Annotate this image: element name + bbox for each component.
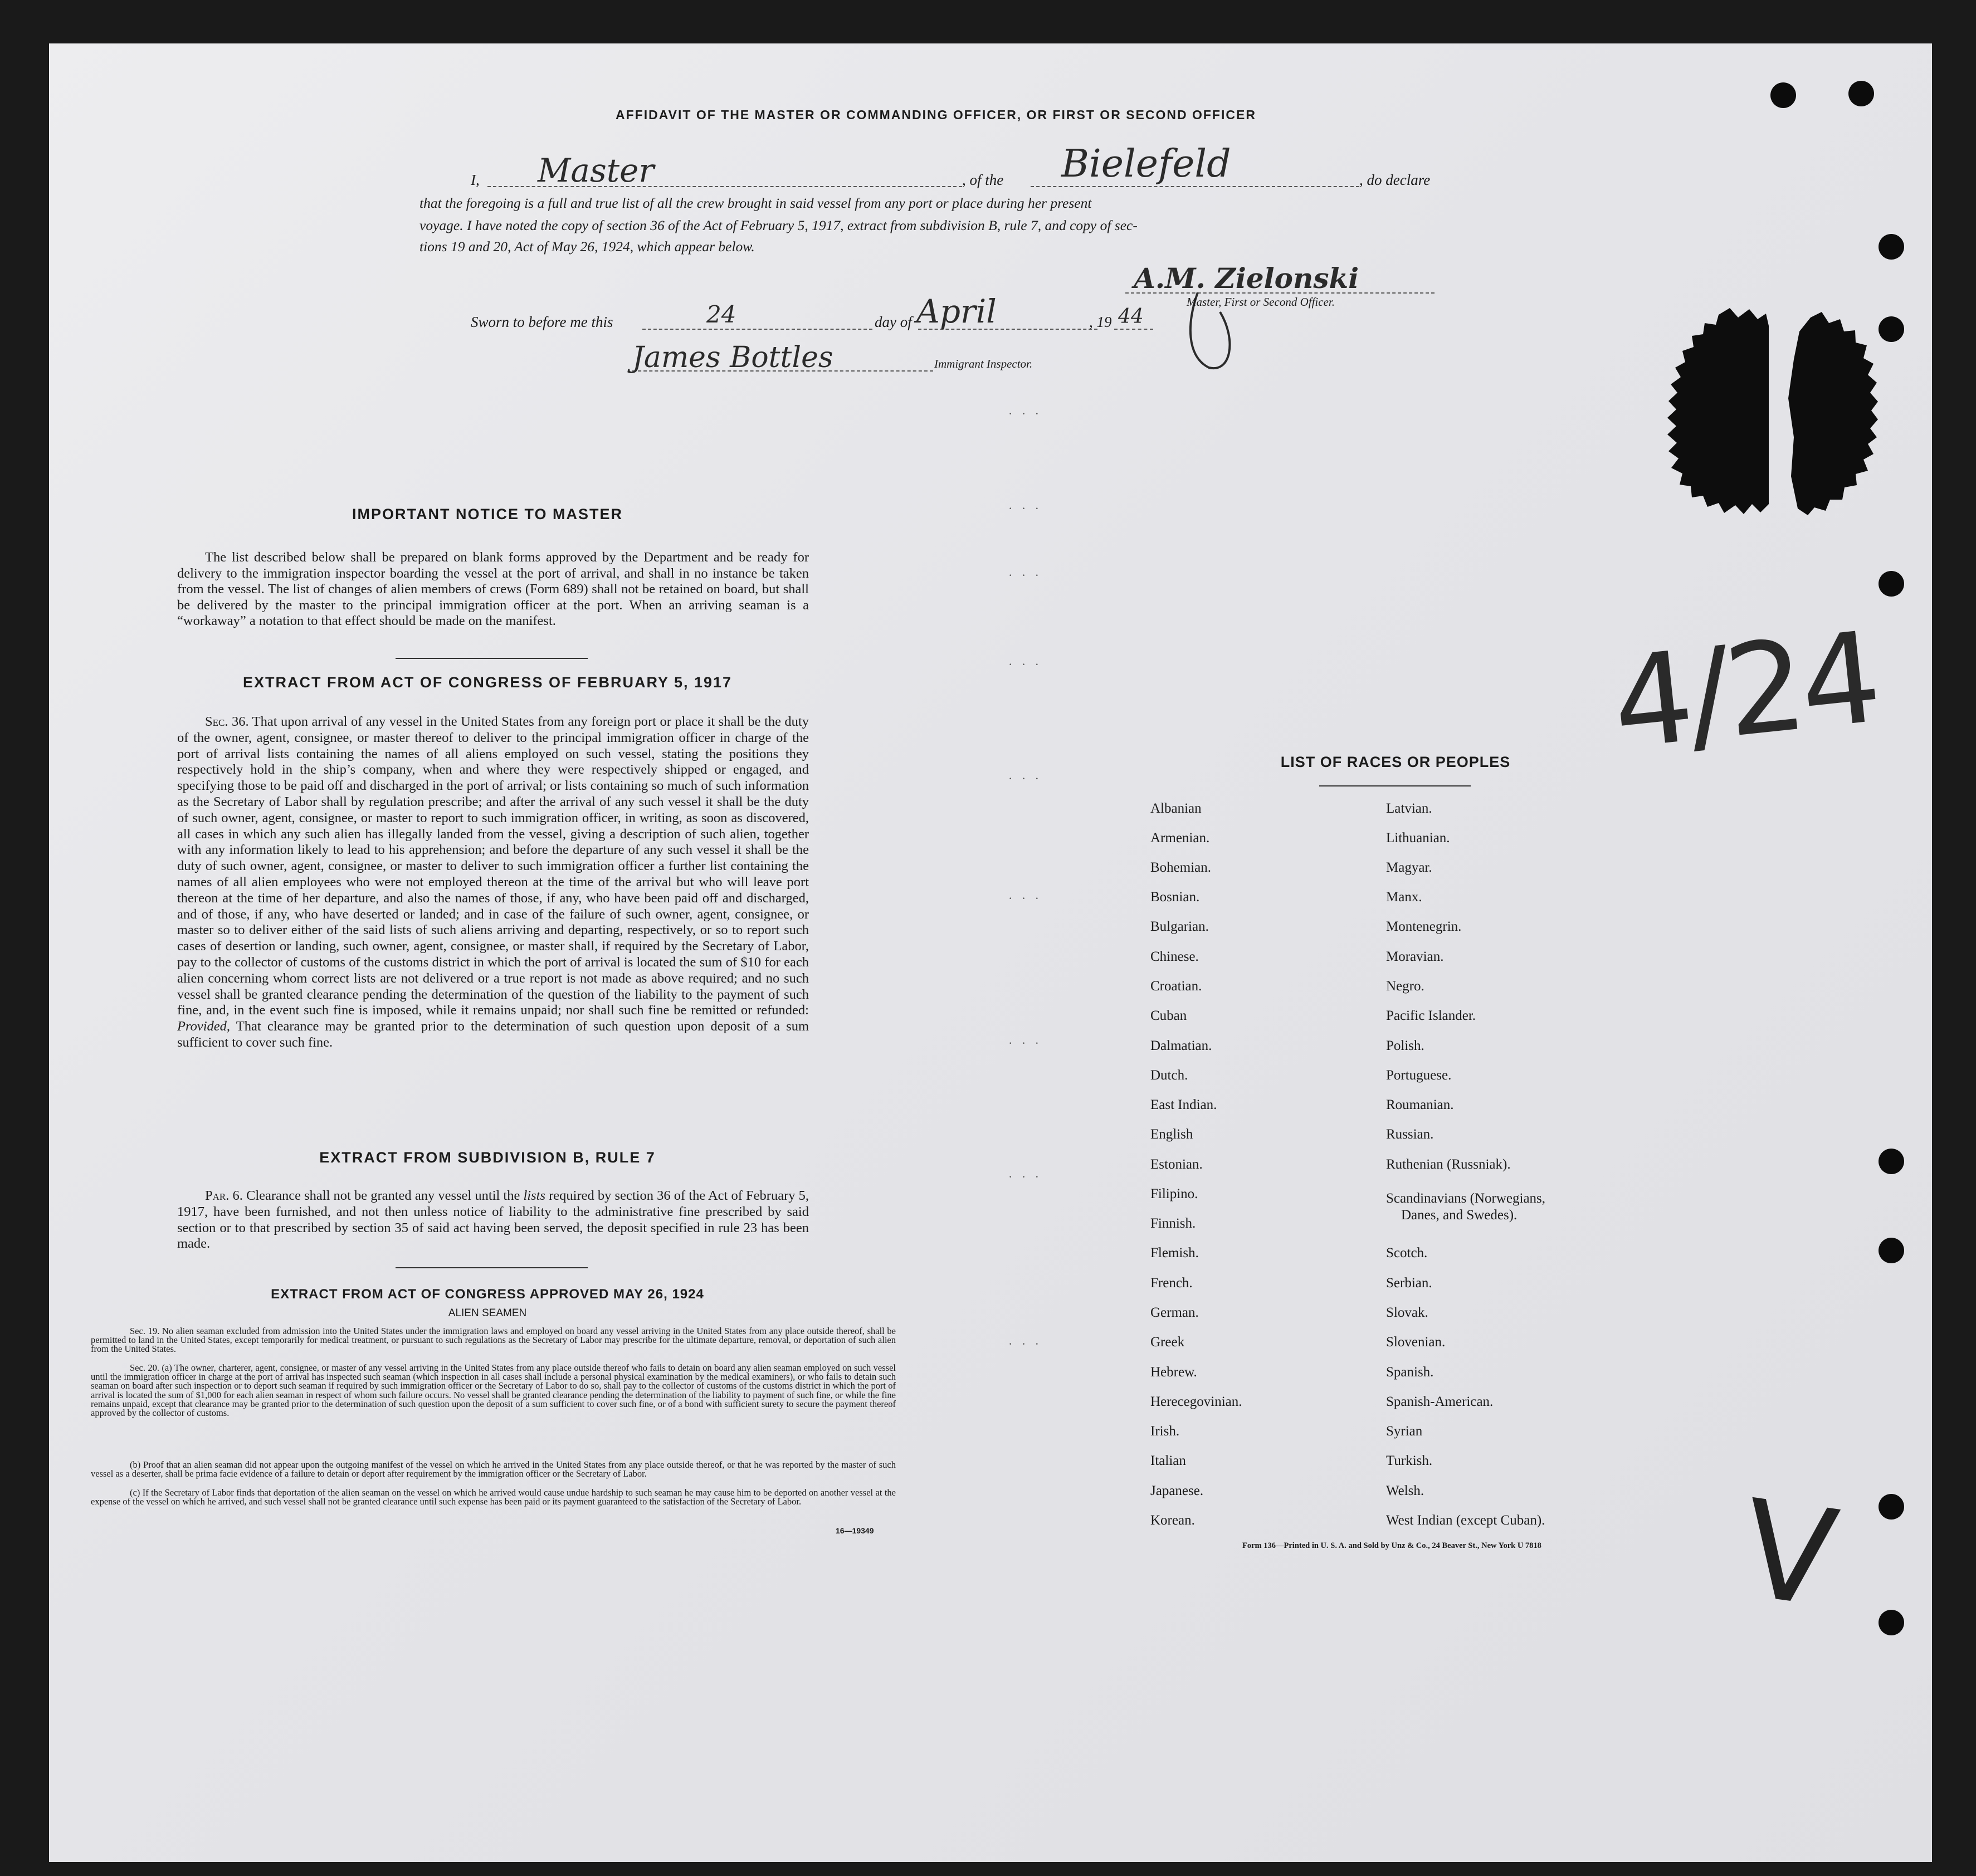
race-item: German. xyxy=(1150,1305,1199,1320)
year-line xyxy=(1114,329,1153,330)
divider-2 xyxy=(396,1267,588,1268)
gutter-mark: · · · xyxy=(1008,407,1039,421)
race-item: Dalmatian. xyxy=(1150,1038,1212,1053)
gutter-mark: · · · xyxy=(1008,891,1039,905)
notice-body: The list described below shall be prepared on blank forms approved by the Department and be ready for delivery to the immigration inspector boarding the vessel at the port of arrival, and shall in no instance be taken from the vessel. The list of changes of alien members of crews (Form 689) shall not be retained on board, but shall be delivered by the master to the principal immigration officer at the port. When an arriving seaman is a “workaway” a notation to that effect should be made on the manifest. xyxy=(177,550,809,629)
races-divider xyxy=(1319,785,1471,786)
race-item: Flemish. xyxy=(1150,1245,1199,1261)
of-the-label: , of the xyxy=(962,172,1004,188)
extract-1917-body xyxy=(177,714,809,1051)
provided-word: Provided, xyxy=(177,1019,231,1034)
affidavit-i-label: I, xyxy=(471,172,480,188)
race-item: Bulgarian. xyxy=(1150,919,1209,934)
race-item: Russian. xyxy=(1386,1127,1434,1142)
race-item: East Indian. xyxy=(1150,1097,1217,1112)
sec-36-label: Sec. 36. xyxy=(205,714,249,729)
binder-hole xyxy=(1879,1238,1904,1263)
race-item: Finnish. xyxy=(1150,1216,1196,1231)
sworn-label: Sworn to before me this xyxy=(471,314,613,330)
race-item: Irish. xyxy=(1150,1424,1180,1439)
extract-1924-title: EXTRACT FROM ACT OF CONGRESS APPROVED MAY 26, 1924 xyxy=(271,1287,704,1302)
race-item: Negro. xyxy=(1386,979,1424,994)
rule7-text-b: required by section 36 of the Act of February 5, 1917, have been furnished, and not then unless notice of liability to the administrative fine prescribed by said section or to that prescribed by section 35 of said act having been served, the deposit specified in rule 23 has been made. xyxy=(177,1188,809,1252)
extract-1917-title: EXTRACT FROM ACT OF CONGRESS OF FEBRUARY 5, 1917 xyxy=(242,674,733,691)
vessel-line xyxy=(1031,186,1359,187)
race-item: Slovak. xyxy=(1386,1305,1428,1320)
extract-1924-sec20a: Sec. 20. (a) The owner, charterer, agent, consignee, or master of any vessel arriving in the United States from any place outside thereof who fails to detain on board any alien seaman employed on such vessel until the immigration officer in charge at the port of arrival has inspected such seaman (which inspection in all cases shall include a personal physical examination by the medical examiners), or who fails to detain such seaman on board after such inspection or to deport such seaman if required by such immigration officer or the Secretary of Labor to do so, shall pay to the collector of customs of the customs district in which the port of arrival is located the sum of $1,000 for each alien seaman in respect of whom such failure occurs. No vessel shall be granted clearance pending the determination of the liability to payment of such fine, or while the fine remains unpaid, except that clearance may be granted prior to the determination of such question upon the deposit of a sum sufficient to cover such fine, or of a bond with sufficient surety to secure the payment thereof approved by the collector of customs. xyxy=(91,1362,896,1419)
race-item: Dutch. xyxy=(1150,1068,1188,1083)
master-name-handwritten: Master xyxy=(538,152,655,189)
race-item: Moravian. xyxy=(1386,949,1444,964)
inspector-signature: James Bottles xyxy=(632,341,833,374)
do-declare-label: , do declare xyxy=(1359,172,1431,188)
race-item: Korean. xyxy=(1150,1513,1195,1528)
notice-title: IMPORTANT NOTICE TO MASTER xyxy=(352,506,623,522)
binder-hole xyxy=(1879,1149,1904,1174)
race-item: Italian xyxy=(1150,1453,1186,1468)
extract-1924-sec20c: (c) If the Secretary of Labor finds that deportation of the alien seaman on the vessel on which he arrived would cause undue hardship to such seaman he may cause him to be deported on another vessel at the expense of the vessel on which he arrived, and such vessel shall not be granted clearance until such expense has been paid or its payment guaranteed to the satisfaction of the Secretary of Labor. xyxy=(91,1487,896,1507)
race-item: Welsh. xyxy=(1386,1483,1424,1498)
gutter-mark: · · · xyxy=(1008,771,1039,785)
race-item: Portuguese. xyxy=(1386,1068,1452,1083)
vessel-name-handwritten: Bielefeld xyxy=(1061,142,1231,186)
race-item: Spanish. xyxy=(1386,1365,1434,1380)
race-item: Cuban xyxy=(1150,1008,1187,1023)
extract-1924-sec20b: (b) Proof that an alien seaman did not appear upon the outgoing manifest of the vessel on which he arrived in the United States from any place outside thereof, or that he was reported by the master of such vessel as a deserter, shall be prima facie evidence of a failure to detain or deport after requirement by the immigration officer or the Secretary of Labor. xyxy=(91,1459,896,1479)
race-item: Estonian. xyxy=(1150,1157,1203,1172)
race-item: Scandinavians (Norwegians, xyxy=(1386,1191,1546,1206)
race-item: Magyar. xyxy=(1386,860,1432,875)
binder-hole xyxy=(1879,234,1904,260)
date-annotation: 4/24 xyxy=(1606,604,1884,778)
race-item: Chinese. xyxy=(1150,949,1199,964)
lists-word: lists xyxy=(523,1188,545,1203)
gutter-mark: · · · xyxy=(1008,568,1039,582)
binder-hole xyxy=(1848,81,1874,106)
par-6-label: Par. 6. xyxy=(205,1188,243,1203)
form-code: 16—19349 xyxy=(836,1526,874,1535)
race-item: Polish. xyxy=(1386,1038,1424,1053)
sworn-month: April xyxy=(916,292,997,330)
affidavit-body-line3: tions 19 and 20, Act of May 26, 1924, which appear below. xyxy=(419,238,755,255)
race-item: Montenegrin. xyxy=(1386,919,1462,934)
wax-seal xyxy=(1652,292,1886,532)
race-item: Bosnian. xyxy=(1150,890,1200,905)
rule7-body xyxy=(177,1188,809,1252)
form-footer: Form 136—Printed in U. S. A. and Sold by Unz & Co., 24 Beaver St., New York U 7818 xyxy=(1242,1541,1541,1550)
year-prefix: , 19 xyxy=(1089,314,1112,330)
race-item: Bohemian. xyxy=(1150,860,1212,875)
race-item: Danes, and Swedes). xyxy=(1401,1208,1518,1223)
race-item: Japanese. xyxy=(1150,1483,1204,1498)
sec-36-text: That upon arrival of any vessel in the United States from any foreign port or place it shall be the duty of the owner, agent, consignee, or master thereof to deliver to the principal immigration officer in charge of the port of arrival lists containing the names of all aliens employed on such vessel, stating the positions they respectively hold in the ship’s company, when and where they were respectively shipped or engaged, and specifying those to be paid off and discharged in the port of arrival; or lists containing so much of such information as the Secretary of Labor shall by regulation prescribe; and after the arrival of any such vessel it shall be the duty of such owner, agent, consignee, or master to report to such immigration officer, in writing, as soon as discovered, all cases in which any such alien has illegally landed from the vessel, giving a description of such alien, together with any information likely to lead to his apprehension; and before the departure of any such vessel it shall be the duty of such owner, agent, consignee, or master to deliver to such immigration officer a further list containing the names of all alien employees who were not employed thereon at the time of the arrival but who will leave port thereon at the time of her departure, and also the names of those, if any, who have been paid off and discharged, and of those, if any, who have deserted or landed; and in case of the failure of such owner, agent, consignee, or master so to deliver either of the said lists of such aliens arriving and departing, respectively, or so to report such cases of desertion or landing, such owner, agent, consignee, or master shall, if required by the Secretary of Labor, pay to the collector of customs of the customs district in which the port of arrival is located the sum of $10 for each alien concerning whom correct lists are not delivered or a true report is not made as above required; and no such vessel shall be granted clearance pending the determination of the question of the liability to the payment of such fine, and, in the event such fine is imposed, while it remains unpaid; nor shall such fine be remitted or refunded: xyxy=(177,714,809,1018)
binder-hole xyxy=(1770,82,1796,108)
sec-36-end: That clearance may be granted prior to the determination of such question upon deposit of a sum sufficient to cover such fine. xyxy=(177,1019,809,1050)
gutter-mark: · · · xyxy=(1008,1337,1039,1351)
race-item: Scotch. xyxy=(1386,1245,1428,1261)
affidavit-body-line2: voyage. I have noted the copy of section 36 of the Act of February 5, 1917, extract from subdivision B, rule 7, and copy of sec- xyxy=(419,217,1138,233)
gutter-mark: · · · xyxy=(1008,501,1039,515)
race-item: Albanian xyxy=(1150,801,1202,816)
race-item: Armenian. xyxy=(1150,830,1210,846)
race-item: Ruthenian (Russniak). xyxy=(1386,1157,1511,1172)
race-item: Greek xyxy=(1150,1335,1185,1350)
master-caption: Master, First or Second Officer. xyxy=(1187,295,1335,309)
race-item: Croatian. xyxy=(1150,979,1202,994)
race-item: Herecegovinian. xyxy=(1150,1394,1242,1409)
extract-1924-subtitle: ALIEN SEAMEN xyxy=(448,1307,527,1319)
sworn-day: 24 xyxy=(706,301,736,328)
gutter-mark: · · · xyxy=(1008,1036,1039,1050)
binder-hole xyxy=(1879,571,1904,597)
master-signature: A.M. Zielonski xyxy=(1134,262,1359,295)
gutter-mark: · · · xyxy=(1008,657,1039,671)
race-item: Pacific Islander. xyxy=(1386,1008,1476,1023)
day-of-label: day of xyxy=(875,314,912,330)
rule7-title: EXTRACT FROM SUBDIVISION B, RULE 7 xyxy=(319,1149,656,1166)
divider-1 xyxy=(396,658,588,659)
race-item: Turkish. xyxy=(1386,1453,1433,1468)
race-item: Latvian. xyxy=(1386,801,1432,816)
binder-hole xyxy=(1879,1610,1904,1635)
race-item: West Indian (except Cuban). xyxy=(1386,1513,1545,1528)
race-item: Roumanian. xyxy=(1386,1097,1454,1112)
check-mark-annotation: V xyxy=(1733,1470,1846,1638)
race-item: Hebrew. xyxy=(1150,1365,1197,1380)
race-item: Filipino. xyxy=(1150,1186,1198,1201)
race-item: Syrian xyxy=(1386,1424,1423,1439)
race-item: Lithuanian. xyxy=(1386,830,1450,846)
year-suffix: 44 xyxy=(1118,305,1144,328)
race-item: Spanish-American. xyxy=(1386,1394,1494,1409)
race-item: Serbian. xyxy=(1386,1276,1432,1291)
race-item: French. xyxy=(1150,1276,1193,1291)
gutter-mark: · · · xyxy=(1008,1170,1039,1184)
binder-hole xyxy=(1879,316,1904,342)
binder-hole xyxy=(1879,1494,1904,1520)
race-item: English xyxy=(1150,1127,1193,1142)
race-item: Slovenian. xyxy=(1386,1335,1446,1350)
extract-1924-sec19: Sec. 19. No alien seaman excluded from admission into the United States under the immigration laws and employed on board any vessel arriving in the United States from any place outside thereof, shall be permitted to land in the United States, except temporarily for medical treatment, or pursuant to such regulations as the Secretary of Labor may prescribe for the ultimate departure, removal, or deportation of such alien from the United States. xyxy=(91,1326,896,1355)
rule7-text-a: Clearance shall not be granted any vessel until the xyxy=(246,1188,520,1203)
affidavit-title: AFFIDAVIT OF THE MASTER OR COMMANDING OFFICER, OR FIRST OR SECOND OFFICER xyxy=(616,108,1256,122)
inspector-caption: Immigrant Inspector. xyxy=(934,357,1033,370)
race-item: Manx. xyxy=(1386,890,1422,905)
sworn-day-line xyxy=(642,329,872,330)
races-title: LIST OF RACES OR PEOPLES xyxy=(1280,754,1511,770)
affidavit-body-line1: that the foregoing is a full and true list of all the crew brought in said vessel from any port or place during her present xyxy=(419,195,1092,211)
